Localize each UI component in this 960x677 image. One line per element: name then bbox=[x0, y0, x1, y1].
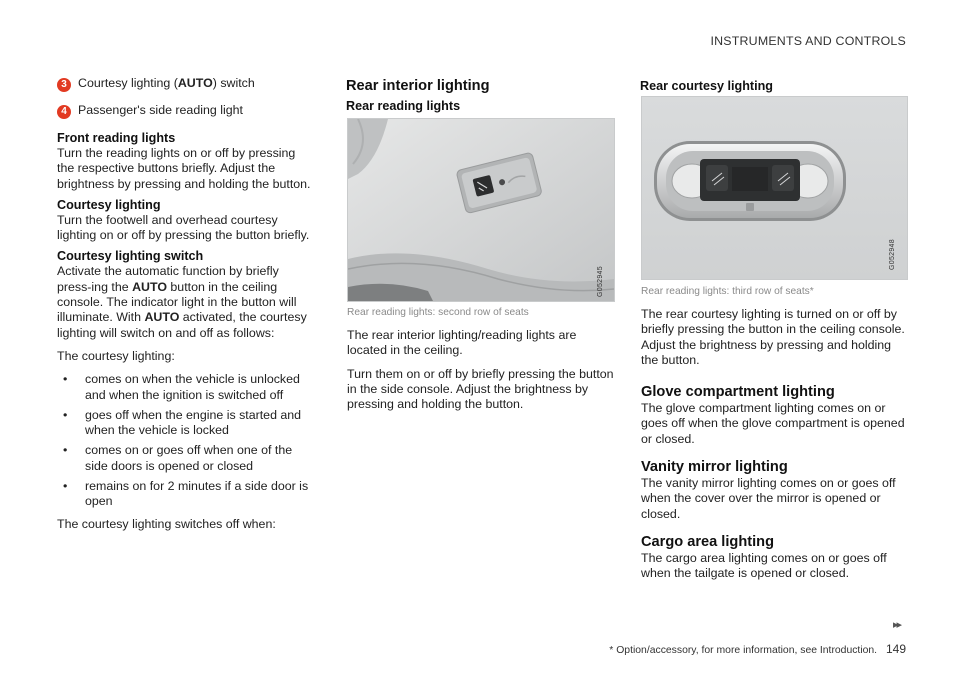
bullet: • bbox=[63, 372, 68, 387]
section-title: INSTRUMENTS AND CONTROLS bbox=[710, 34, 906, 48]
cs-text-c: activated, the courtesy lighting will switch on and off as follows: bbox=[57, 310, 307, 340]
front-reading-heading: Front reading lights bbox=[57, 131, 176, 145]
courtesy-heading: Courtesy lighting bbox=[57, 197, 161, 212]
list-item bbox=[57, 443, 312, 474]
callout-number-4: 4 bbox=[57, 105, 71, 119]
courtesy-closing: The courtesy lighting switches off when: bbox=[57, 516, 276, 531]
glove-body: The glove compartment lighting comes on or goes off when the glove compartment is opened or closed. bbox=[641, 401, 905, 446]
cargo-body: The cargo area lighting comes on or goes off when the tailgate is opened or closed. bbox=[641, 550, 887, 581]
rear-reading-caption: Rear reading lights: second row of seats bbox=[347, 307, 529, 318]
rear-reading-heading: Rear reading lights bbox=[346, 99, 461, 113]
callout-number-3: 3 bbox=[57, 78, 71, 92]
next-page-arrow-icon[interactable]: ▸▸ bbox=[892, 619, 900, 631]
courtesy-bullet-list bbox=[57, 372, 312, 509]
rear-reading-lights-illustration bbox=[348, 119, 614, 301]
courtesy-switch-body bbox=[57, 264, 312, 340]
courtesy-switch-heading: Courtesy lighting switch bbox=[57, 249, 204, 264]
rear-reading-lights-figure bbox=[347, 118, 615, 302]
list-item bbox=[57, 479, 312, 510]
glove-heading: Glove compartment lighting bbox=[641, 384, 835, 401]
bullet-text: goes off when the engine is started and when the vehicle is locked bbox=[85, 407, 302, 438]
figure-code: G052948 bbox=[889, 239, 896, 270]
col3-body bbox=[641, 307, 906, 582]
list-item bbox=[57, 372, 312, 403]
col1-content bbox=[57, 131, 312, 532]
figure-code: G052945 bbox=[597, 266, 604, 297]
rear-interior-para-1: The rear interior lighting/reading lights are located in the ceiling. bbox=[347, 328, 577, 358]
courtesy-intro: The courtesy lighting: bbox=[57, 348, 175, 363]
bullet: • bbox=[63, 443, 68, 458]
rear-interior-heading: Rear interior lighting bbox=[346, 78, 490, 94]
item-3-text bbox=[78, 76, 255, 91]
cs-auto-2: AUTO bbox=[144, 310, 180, 325]
item-4-text: Passenger's side reading light bbox=[78, 103, 243, 117]
front-reading-body: Turn the reading lights on or off by pressing the respective buttons briefly. Adjust the brightness by pressing and holding the button. bbox=[57, 146, 311, 191]
page-number: 149 bbox=[885, 642, 906, 656]
cs-text-b: button in the ceiling console. The indicator light in the button will illuminate. With bbox=[57, 279, 297, 325]
courtesy-body: Turn the footwell and overhead courtesy lighting on or off by pressing the button briefly. bbox=[57, 212, 310, 243]
bullet: • bbox=[63, 407, 68, 422]
bullet-text: comes on when the vehicle is unlocked and when the ignition is switched off bbox=[85, 372, 300, 402]
item-3-auto: AUTO bbox=[177, 76, 213, 90]
rear-courtesy-figure bbox=[641, 96, 908, 280]
cs-auto-1: AUTO bbox=[132, 279, 167, 294]
vanity-heading: Vanity mirror lighting bbox=[641, 459, 788, 476]
col2-content bbox=[346, 78, 616, 114]
rear-courtesy-para: The rear courtesy lighting is turned on or off by briefly pressing the button in the ceiling console. Adjust the brightness by pressing and holding the button. bbox=[641, 307, 905, 367]
vanity-body: The vanity mirror lighting comes on or goes off when the cover over the mirror is opened or closed. bbox=[641, 476, 896, 521]
rear-courtesy-caption: Rear reading lights: third row of seats* bbox=[641, 286, 814, 297]
item-3-text-b: ) switch bbox=[212, 76, 255, 90]
cs-text-a: Activate the automatic function by briefly press-ing the bbox=[57, 264, 279, 294]
rear-courtesy-illustration bbox=[642, 97, 907, 279]
bullet-text: remains on for 2 minutes if a side door is open bbox=[85, 479, 309, 509]
list-item bbox=[57, 408, 312, 439]
col2-body bbox=[347, 328, 615, 412]
bullet: • bbox=[63, 479, 68, 494]
rear-courtesy-heading: Rear courtesy lighting bbox=[640, 79, 773, 93]
footer bbox=[609, 642, 906, 656]
cargo-heading: Cargo area lighting bbox=[641, 533, 774, 550]
rear-interior-para-2: Turn them on or off by briefly pressing the button in the side console. Adjust the brightness by pressing and holding the button. bbox=[347, 366, 614, 412]
bullet-text: comes on or goes off when one of the side doors is opened or closed bbox=[85, 443, 293, 473]
footnote: * Option/accessory, for more information, see Introduction. bbox=[609, 645, 878, 656]
item-3-text-a: Courtesy lighting ( bbox=[78, 76, 178, 90]
